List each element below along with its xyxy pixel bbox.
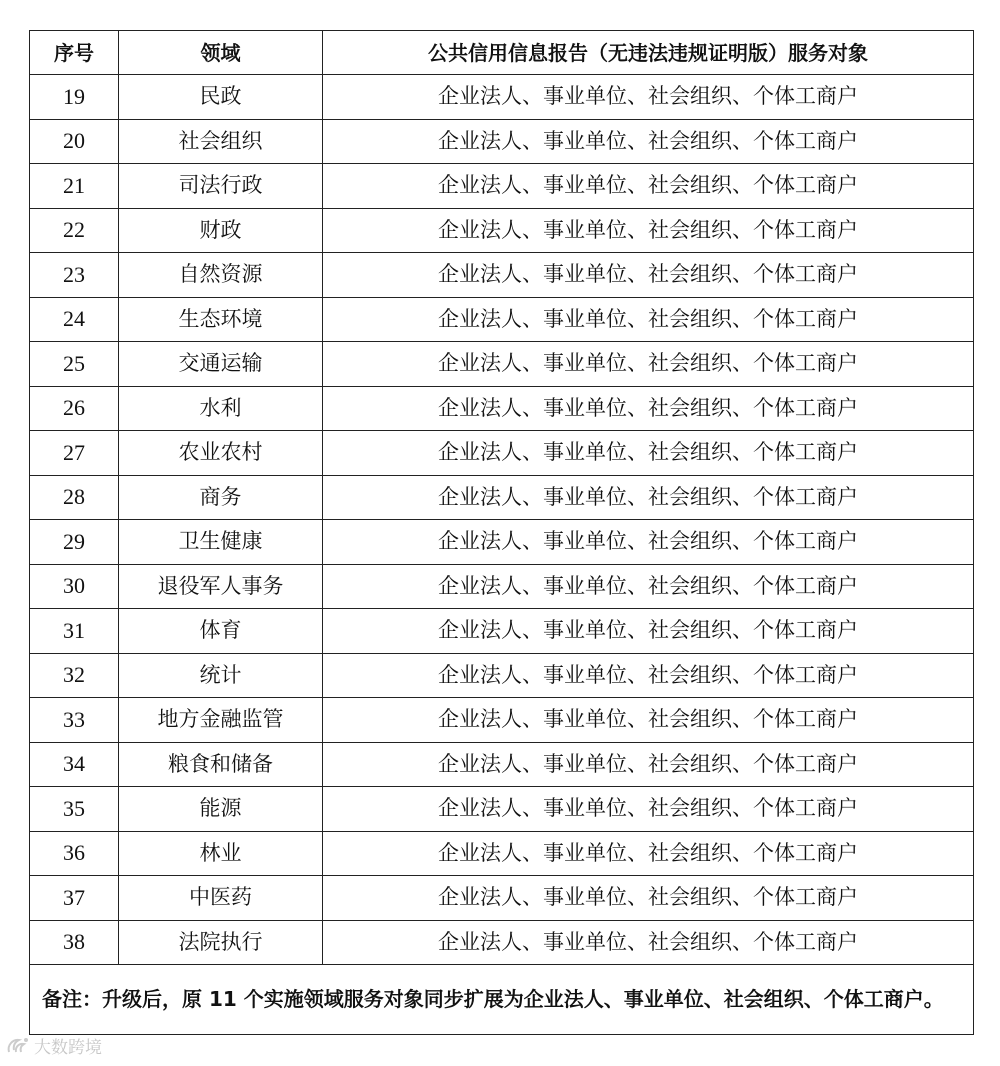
table-row (30, 164, 974, 209)
cell-field: 水利 (119, 386, 323, 431)
cell-index: 30 (30, 564, 119, 609)
table-row (30, 698, 974, 743)
note-row (30, 965, 974, 1035)
cell-service-target: 企业法人、事业单位、社会组织、个体工商户 (323, 75, 974, 120)
table-body (30, 75, 974, 965)
cell-service-target: 企业法人、事业单位、社会组织、个体工商户 (323, 164, 974, 209)
cell-index: 19 (30, 75, 119, 120)
table-row (30, 297, 974, 342)
cell-index: 29 (30, 520, 119, 565)
cell-service-target: 企业法人、事业单位、社会组织、个体工商户 (323, 876, 974, 921)
cell-field: 地方金融监管 (119, 698, 323, 743)
table-row (30, 475, 974, 520)
cell-index: 31 (30, 609, 119, 654)
table-row (30, 653, 974, 698)
table-row (30, 342, 974, 387)
cell-index: 28 (30, 475, 119, 520)
cell-service-target: 企业法人、事业单位、社会组织、个体工商户 (323, 253, 974, 298)
cell-field: 财政 (119, 208, 323, 253)
table-note: 备注：升级后，原 11 个实施领域服务对象同步扩展为企业法人、事业单位、社会组织、个体工商户。 (30, 965, 974, 1035)
cell-index: 33 (30, 698, 119, 743)
table-row (30, 609, 974, 654)
cell-index: 21 (30, 164, 119, 209)
document-page (29, 30, 973, 1035)
cell-index: 34 (30, 742, 119, 787)
header-index: 序号 (30, 31, 119, 75)
table-row (30, 431, 974, 476)
cell-service-target: 企业法人、事业单位、社会组织、个体工商户 (323, 698, 974, 743)
cell-field: 退役军人事务 (119, 564, 323, 609)
cell-service-target: 企业法人、事业单位、社会组织、个体工商户 (323, 520, 974, 565)
cell-field: 司法行政 (119, 164, 323, 209)
cell-index: 27 (30, 431, 119, 476)
table-row (30, 119, 974, 164)
cell-field: 统计 (119, 653, 323, 698)
cell-service-target: 企业法人、事业单位、社会组织、个体工商户 (323, 475, 974, 520)
cell-field: 林业 (119, 831, 323, 876)
cell-service-target: 企业法人、事业单位、社会组织、个体工商户 (323, 208, 974, 253)
cell-service-target: 企业法人、事业单位、社会组织、个体工商户 (323, 386, 974, 431)
table-row (30, 386, 974, 431)
cell-service-target: 企业法人、事业单位、社会组织、个体工商户 (323, 609, 974, 654)
cell-field: 能源 (119, 787, 323, 832)
table-row (30, 920, 974, 965)
table-row (30, 520, 974, 565)
service-target-table (29, 30, 974, 1035)
cell-field: 民政 (119, 75, 323, 120)
cell-service-target: 企业法人、事业单位、社会组织、个体工商户 (323, 787, 974, 832)
cell-index: 24 (30, 297, 119, 342)
table-row (30, 742, 974, 787)
cell-service-target: 企业法人、事业单位、社会组织、个体工商户 (323, 653, 974, 698)
cell-service-target: 企业法人、事业单位、社会组织、个体工商户 (323, 297, 974, 342)
cell-field: 农业农村 (119, 431, 323, 476)
cell-index: 36 (30, 831, 119, 876)
cell-field: 卫生健康 (119, 520, 323, 565)
table-row (30, 831, 974, 876)
cell-index: 22 (30, 208, 119, 253)
cell-index: 26 (30, 386, 119, 431)
cell-field: 交通运输 (119, 342, 323, 387)
cell-index: 37 (30, 876, 119, 921)
cell-field: 商务 (119, 475, 323, 520)
header-service-target: 公共信用信息报告（无违法违规证明版）服务对象 (323, 31, 974, 75)
table-header-row (30, 31, 974, 75)
table-row (30, 876, 974, 921)
cell-field: 中医药 (119, 876, 323, 921)
cell-field: 生态环境 (119, 297, 323, 342)
watermark (6, 1033, 102, 1058)
table-row (30, 787, 974, 832)
cell-index: 38 (30, 920, 119, 965)
cell-field: 法院执行 (119, 920, 323, 965)
table-row (30, 564, 974, 609)
cell-service-target: 企业法人、事业单位、社会组织、个体工商户 (323, 342, 974, 387)
cell-service-target: 企业法人、事业单位、社会组织、个体工商户 (323, 119, 974, 164)
cell-service-target: 企业法人、事业单位、社会组织、个体工商户 (323, 431, 974, 476)
cell-service-target: 企业法人、事业单位、社会组织、个体工商户 (323, 920, 974, 965)
cell-field: 粮食和储备 (119, 742, 323, 787)
cell-index: 20 (30, 119, 119, 164)
cell-index: 23 (30, 253, 119, 298)
cell-index: 35 (30, 787, 119, 832)
table-row (30, 208, 974, 253)
table-row (30, 75, 974, 120)
watermark-text: 大数跨境 (34, 1038, 102, 1058)
brand-logo-icon (6, 1036, 30, 1056)
cell-field: 社会组织 (119, 119, 323, 164)
table-row (30, 253, 974, 298)
cell-field: 自然资源 (119, 253, 323, 298)
cell-service-target: 企业法人、事业单位、社会组织、个体工商户 (323, 564, 974, 609)
cell-service-target: 企业法人、事业单位、社会组织、个体工商户 (323, 831, 974, 876)
cell-field: 体育 (119, 609, 323, 654)
header-field: 领域 (119, 31, 323, 75)
cell-service-target: 企业法人、事业单位、社会组织、个体工商户 (323, 742, 974, 787)
cell-index: 25 (30, 342, 119, 387)
cell-index: 32 (30, 653, 119, 698)
